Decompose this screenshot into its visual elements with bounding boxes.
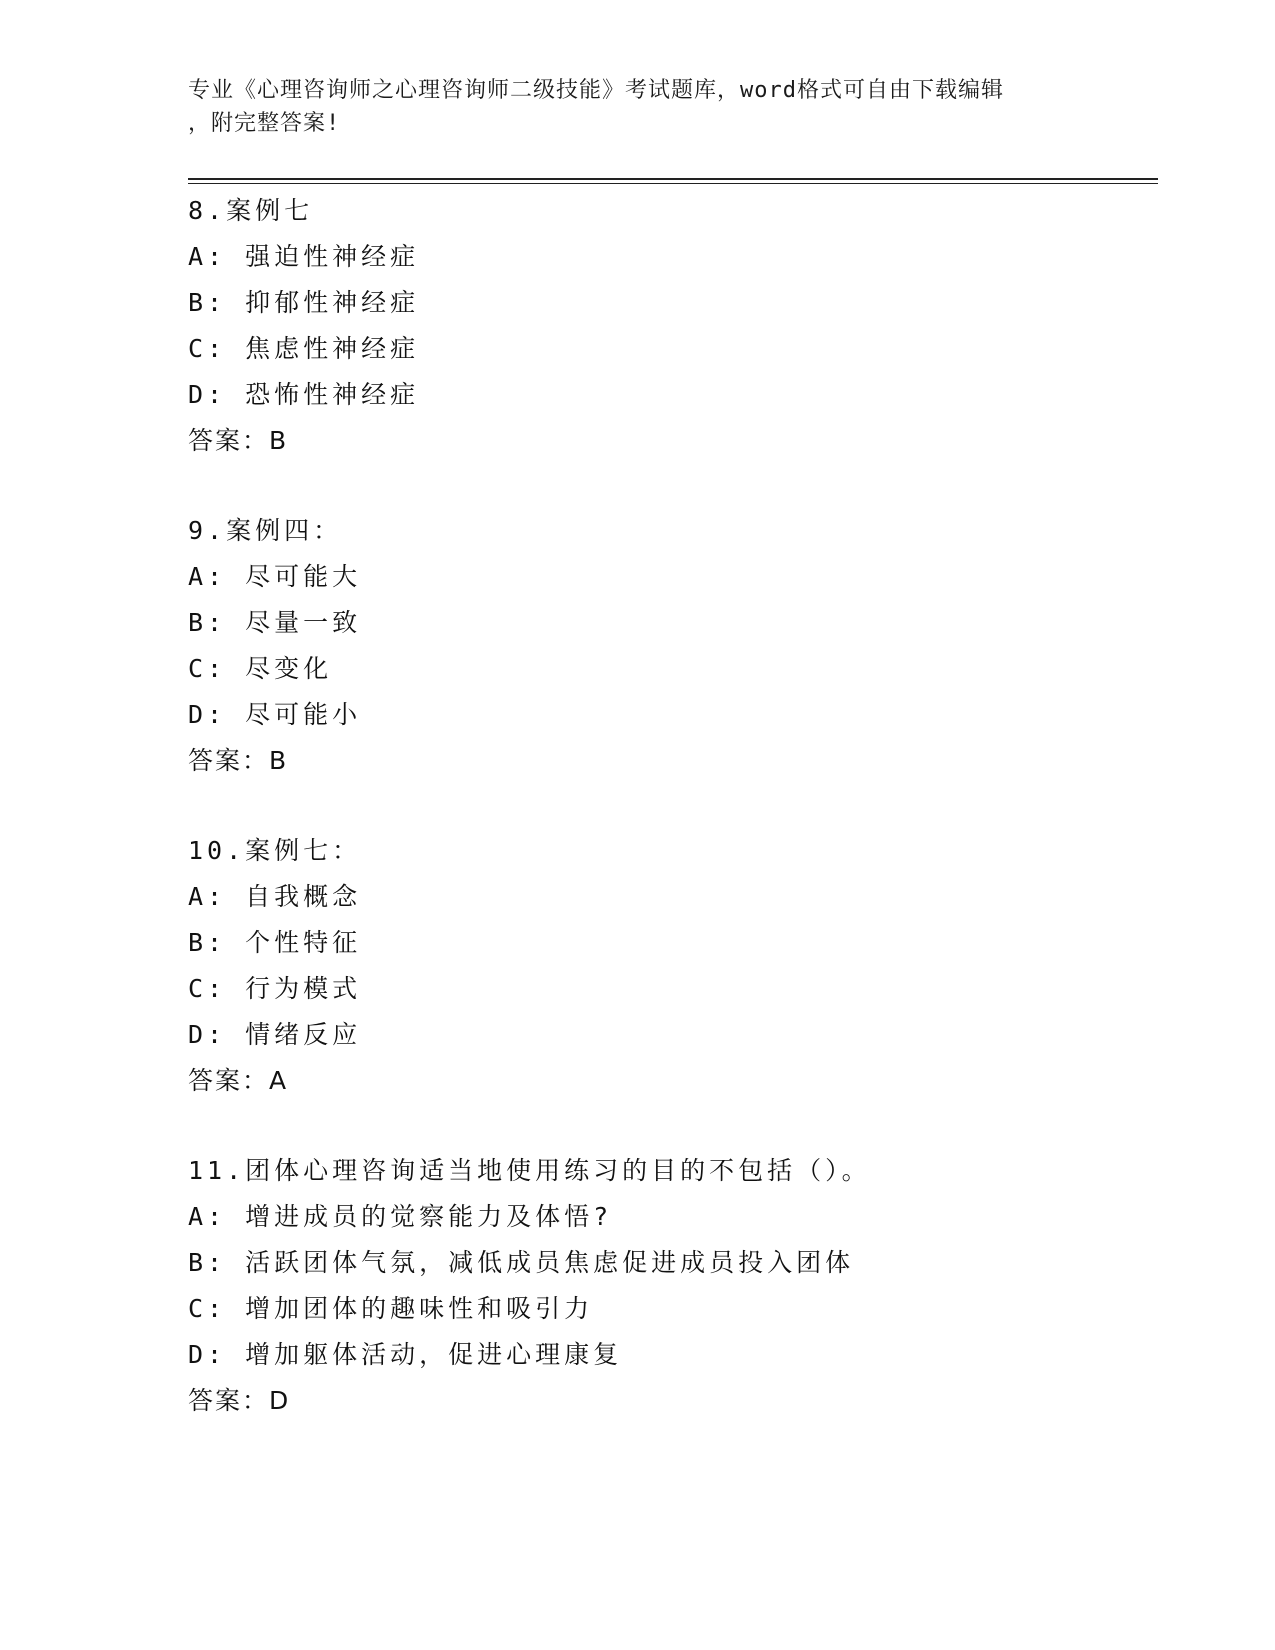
option-d: D: 增加躯体活动，促进心理康复 <box>188 1340 623 1369</box>
question-title: 10.案例七： <box>188 836 362 865</box>
option-a: A: 强迫性神经症 <box>188 242 420 271</box>
option-a: A: 尽可能大 <box>188 562 362 591</box>
header-divider-thin <box>188 183 1158 184</box>
question-title: 9.案例四： <box>188 516 343 545</box>
option-c: C: 焦虑性神经症 <box>188 334 420 363</box>
header-line-1: 专业《心理咨询师之心理咨询师二级技能》考试题库，word格式可自由下载编辑 <box>188 78 1004 103</box>
header-line-2: ，附完整答案! <box>188 111 341 136</box>
answer: 答案：B <box>188 746 289 775</box>
option-d: D: 情绪反应 <box>188 1020 362 1049</box>
question-title: 8.案例七 <box>188 196 314 225</box>
option-c: C: 尽变化 <box>188 654 333 683</box>
document-header <box>188 74 1088 140</box>
option-a: A: 自我概念 <box>188 882 362 911</box>
option-c: C: 行为模式 <box>188 974 362 1003</box>
question-11 <box>188 1148 1158 1424</box>
answer: 答案：A <box>188 1066 289 1095</box>
option-b: B: 尽量一致 <box>188 608 362 637</box>
header-divider-thick <box>188 178 1158 180</box>
option-b: B: 活跃团体气氛，减低成员焦虑促进成员投入团体 <box>188 1248 855 1277</box>
option-c: C: 增加团体的趣味性和吸引力 <box>188 1294 594 1323</box>
option-d: D: 尽可能小 <box>188 700 362 729</box>
option-d: D: 恐怖性神经症 <box>188 380 420 409</box>
question-8 <box>188 188 1158 464</box>
option-b: B: 抑郁性神经症 <box>188 288 420 317</box>
option-b: B: 个性特征 <box>188 928 362 957</box>
question-9 <box>188 508 1158 784</box>
question-10 <box>188 828 1158 1104</box>
option-a: A: 增进成员的觉察能力及体悟? <box>188 1202 613 1231</box>
question-title: 11.团体心理咨询适当地使用练习的目的不包括（）。 <box>188 1156 871 1185</box>
answer: 答案：B <box>188 426 289 455</box>
answer: 答案：D <box>188 1386 291 1415</box>
